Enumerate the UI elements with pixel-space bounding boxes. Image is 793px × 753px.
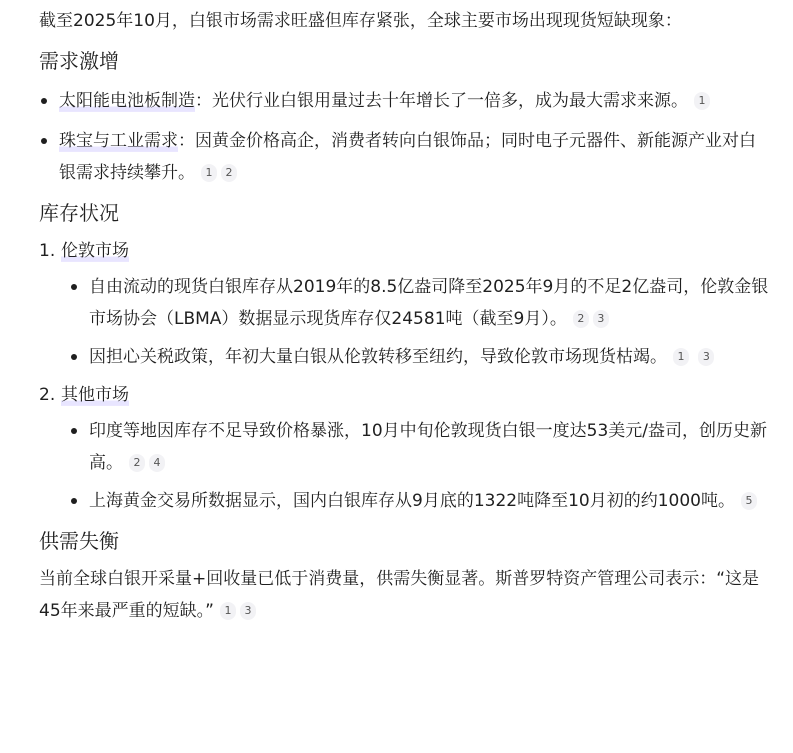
citation-badge[interactable]: 1 xyxy=(201,164,217,182)
term-highlight[interactable]: 珠宝与工业需求 xyxy=(59,131,178,151)
intro-paragraph: 截至2025年10月，白银市场需求旺盛但库存紧张，全球主要市场出现现货短缺现象： xyxy=(39,11,682,31)
sub-list xyxy=(39,415,769,517)
item-number: 2. xyxy=(39,385,56,405)
citation-badge[interactable]: 2 xyxy=(221,164,237,182)
heading-demand: 需求激增 xyxy=(39,49,119,73)
citation-group xyxy=(669,347,714,367)
list-item-text: 上海黄金交易所数据显示，国内白银库存从9月底的1322吨降至10月初的约1000吨。 xyxy=(89,491,735,511)
list-item xyxy=(69,341,769,373)
list-item-text: 因担心关税政策，年初大量白银从伦敦转移至纽约，导致伦敦市场现货枯竭。 xyxy=(89,347,667,367)
citation-badge[interactable]: 2 xyxy=(129,454,145,472)
sub-list-wrapper xyxy=(39,271,769,373)
list-item-text: ：因黄金价格高企，消费者转向白银饰品；同时电子元器件、新能源产业对白银需求持续攀升。 xyxy=(59,131,756,183)
inventory-list xyxy=(39,235,769,517)
term-highlight[interactable]: 太阳能电池板制造 xyxy=(59,91,195,111)
sub-list xyxy=(39,271,769,373)
term-highlight[interactable]: 其他市场 xyxy=(61,385,129,405)
list-item xyxy=(39,125,769,189)
list-item-text: 自由流动的现货白银库存从2019年的8.5亿盎司降至2025年9月的不足2亿盎司，伦敦金银市场协会（LBMA）数据显示现货库存仅24581吨（截至9月）。 xyxy=(89,277,769,329)
citation-group xyxy=(197,163,237,183)
balance-paragraph xyxy=(39,563,769,627)
citation-group xyxy=(690,91,710,111)
heading-inventory: 库存状况 xyxy=(39,201,119,225)
heading-balance: 供需失衡 xyxy=(39,529,119,553)
citation-badge[interactable]: 5 xyxy=(741,492,757,510)
list-item-text: ：光伏行业白银用量过去十年增长了一倍多，成为最大需求来源。 xyxy=(195,91,688,111)
citation-group xyxy=(569,309,609,329)
citation-badge[interactable]: 3 xyxy=(240,602,256,620)
citation-group xyxy=(737,491,757,511)
list-item xyxy=(69,485,769,517)
sub-list-wrapper xyxy=(39,415,769,517)
citation-badge[interactable]: 3 xyxy=(698,348,714,366)
citation-badge[interactable]: 1 xyxy=(673,348,689,366)
citation-badge[interactable]: 2 xyxy=(573,310,589,328)
numbered-item xyxy=(39,235,769,267)
citation-group xyxy=(125,453,165,473)
paragraph-text: 当前全球白银开采量+回收量已低于消费量，供需失衡显著。斯普罗特资产管理公司表示：“这是45年来最严重的短缺。” xyxy=(39,569,760,621)
citation-badge[interactable]: 4 xyxy=(149,454,165,472)
list-item xyxy=(69,415,769,479)
citation-group xyxy=(216,601,256,621)
item-number: 1. xyxy=(39,241,56,261)
citation-badge[interactable]: 1 xyxy=(220,602,236,620)
citation-badge[interactable]: 3 xyxy=(593,310,609,328)
term-highlight[interactable]: 伦敦市场 xyxy=(61,241,129,261)
citation-badge[interactable]: 1 xyxy=(694,92,710,110)
list-item xyxy=(69,271,769,335)
list-item xyxy=(39,85,769,117)
list-item-text: 印度等地因库存不足导致价格暴涨，10月中旬伦敦现货白银一度达53美元/盎司，创历史新高。 xyxy=(89,421,767,473)
demand-list xyxy=(39,85,769,189)
numbered-item xyxy=(39,379,769,411)
